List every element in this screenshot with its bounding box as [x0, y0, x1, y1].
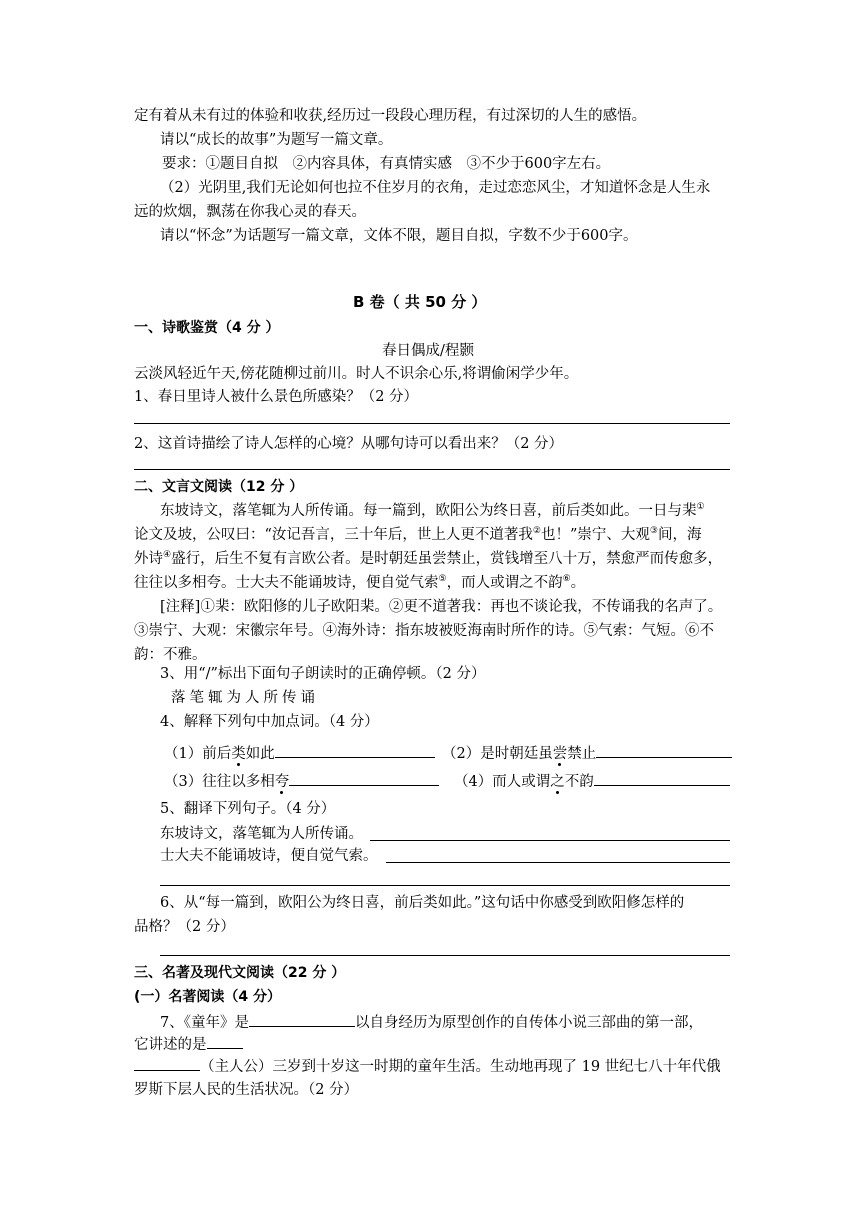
answer-line[interactable] [134, 469, 730, 470]
fill-blank[interactable] [289, 771, 439, 786]
poem-text: 云淡风轻近午天,傍花随柳过前川。时人不识余心乐,将谓偷闲学少年。 [134, 366, 579, 382]
essay-requirements: 要求：①题目自拟 ②内容具体，有真情实感 ③不少于600字左右。 [162, 156, 611, 172]
classic-reading-subheading: (一）名著阅读（4 分） [134, 989, 282, 1005]
answer-line[interactable] [134, 423, 730, 424]
section-b-title: B 卷（ 共 50 分 ） [353, 293, 487, 311]
essay-option-2-instruction: 请以“怀念”为话题写一篇文章，文体不限，题目自拟，字数不少于600字。 [160, 228, 638, 244]
fill-blank[interactable] [594, 771, 730, 786]
question-2: 2、这首诗描绘了诗人怎样的心境？从哪句诗可以看出来？（2 分） [134, 436, 564, 452]
question-3: 3、用“/”标出下面句子朗读时的正确停顿。（2 分） [160, 666, 486, 682]
question-6: 6、从“每一篇到，欧阳公为终日喜，前后类如此。”这句话中你感受到欧阳修怎样的 [160, 895, 685, 911]
reading-heading: 三、名著及现代文阅读（22 分 ） [134, 965, 346, 981]
annotation-line: 韵：不雅。 [134, 647, 207, 663]
fill-blank[interactable] [207, 1034, 243, 1049]
passage-line: 东坡诗文，落笔辄为人所传诵。每一篇到，欧阳公为终日喜，前后类如此。一日与棐① [160, 502, 705, 519]
annotation-line: [注释]①棐：欧阳修的儿子欧阳棐。②更不道著我：再也不谈论我，不传诵我的名声了。 [160, 599, 723, 615]
pause-sentence: 落笔辄为人所传诵 [171, 690, 319, 706]
answer-line[interactable] [370, 840, 730, 841]
fill-blank[interactable] [596, 743, 732, 758]
annotation-line: ③崇宁、大观：宋徽宗年号。④海外诗：指东坡被贬海南时所作的诗。⑤气索：气短。⑥不 [134, 623, 714, 639]
passage-line: 论文及坡，公叹曰：“汝记吾言，三十年后，世上人更不道著我②也！”崇宁、大观③间，海 [134, 526, 702, 543]
answer-line[interactable] [386, 862, 730, 863]
poetry-heading: 一、诗歌鉴赏（4 分 ） [134, 320, 280, 336]
question-7-cont: 它讲述的是 [134, 1034, 243, 1055]
fill-blank[interactable] [275, 743, 435, 758]
q4-item-4: （4）而人或谓之不韵 [454, 771, 730, 792]
classical-chinese-heading: 二、文言文阅读（12 分 ） [134, 479, 304, 495]
question-4: 4、解释下列句中加点词。（4 分） [160, 714, 379, 730]
translate-sentence-2: 士大夫不能诵坡诗，便自觉气索。 [160, 848, 378, 864]
answer-line[interactable] [160, 955, 730, 956]
essay-option-2-line: （2）光阴里,我们无论如何也拉不住岁月的衣角，走过恋恋风尘，才知道怀念是人生永 [160, 180, 711, 196]
fill-blank[interactable] [134, 1056, 200, 1071]
question-7-cont: 罗斯下层人民的生活状况。（2 分） [134, 1082, 359, 1098]
passage-line: 外诗④盛行，后生不复有言欧公者。是时朝廷虽尝禁止，赏钱增至八十万，禁愈严而传愈多， [134, 550, 723, 567]
poem-title: 春日偶成/程颢 [382, 343, 474, 359]
q4-item-1: （1）前后类如此 [164, 743, 435, 764]
passage-line: 往往以多相夸。士大夫不能诵坡诗，便自觉气索⑤，而人或谓之不韵⑥。 [134, 574, 586, 591]
answer-line[interactable] [160, 885, 730, 886]
question-7: 7、《童年》是 以自身经历为原型创作的自传体小说三部曲的第一部， [160, 1012, 703, 1033]
question-6-cont: 品格？（2 分） [134, 919, 235, 935]
question-5: 5、翻译下列句子。（4 分） [160, 801, 336, 817]
q4-item-3: （3）往往以多相夸 [164, 771, 439, 792]
essay-option-2-line: 远的炊烟，飘荡在你我心灵的春天。 [134, 204, 366, 220]
essay-instruction: 请以“成长的故事”为题写一篇文章。 [160, 132, 393, 148]
question-7-cont: （主人公）三岁到十岁这一时期的童年生活。生动地再现了 19 世纪七八十年代俄 [134, 1056, 721, 1077]
q4-item-2: （2）是时朝廷虽尝禁止 [442, 743, 732, 764]
translate-sentence-1: 东坡诗文，落笔辄为人所传诵。 [160, 826, 363, 842]
question-1: 1、春日里诗人被什么景色所感染？（2 分） [134, 389, 419, 405]
fill-blank[interactable] [249, 1012, 355, 1027]
essay-prompt-line: 定有着从未有过的体验和收获,经历过一段段心理历程，有过深切的人生的感悟。 [134, 108, 647, 124]
